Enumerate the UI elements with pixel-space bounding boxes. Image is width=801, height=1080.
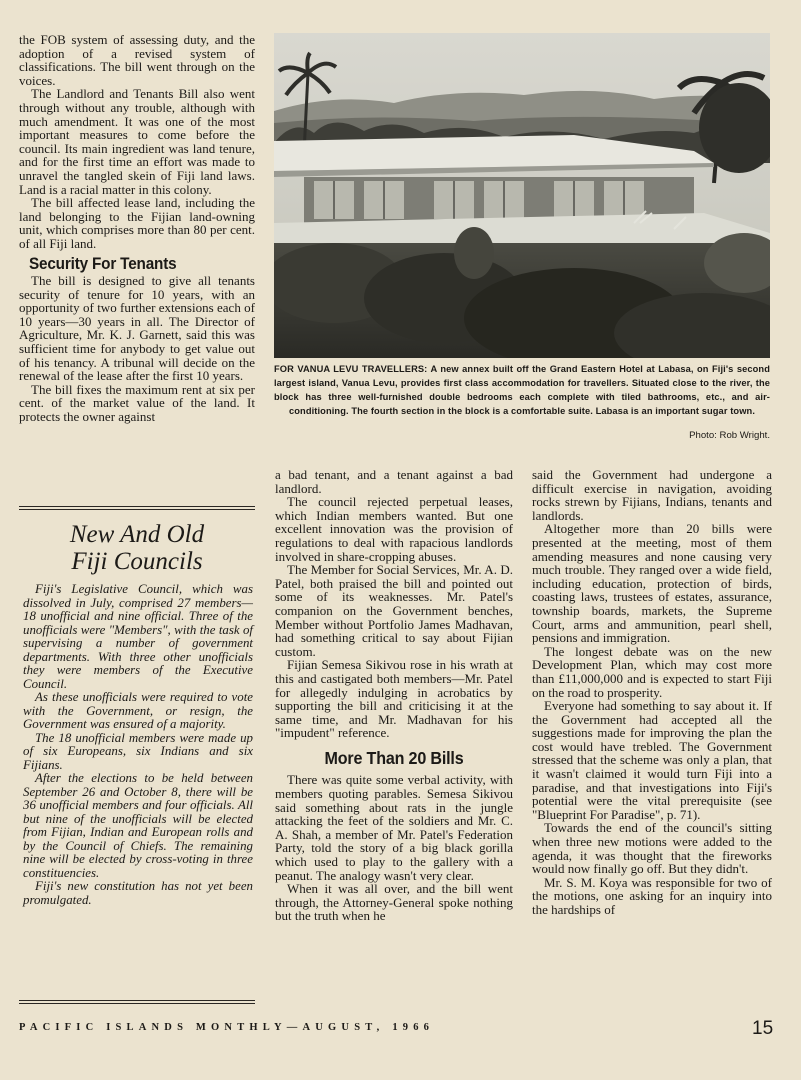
divider xyxy=(19,1003,255,1004)
photo-credit: Photo: Rob Wright. xyxy=(689,430,770,441)
paragraph: After the elections to be held between September 26 and October 8, there will be 36 unofficial members and four officials. All but nine of the unofficials will be elected from Fijian, Indian and European rolls and by the Council of Chiefs. The remaining nine will be elected by cross-voting in three constituencies. xyxy=(23,771,253,880)
paragraph: The council rejected perpetual leases, which Indian members wanted. But one excellent innovation was the provision of regulations to deal with rapacious landlords involved in share-cropping abuses. xyxy=(275,494,513,564)
page-number: 15 xyxy=(752,1018,774,1039)
paragraph: Fijian Semesa Sikivou rose in his wrath at this and castigated both members—Mr. Patel for allegedly indulging in acrobatics by supporting the bill and criticising it at the same time, and Mr. Madhavan for his "impudent" reference. xyxy=(275,657,513,741)
paragraph: a bad tenant, and a tenant against a bad landlord. xyxy=(275,467,513,496)
divider xyxy=(19,506,255,507)
paragraph: The bill is designed to give all tenants security of tenure for 10 years, with an opportunity of two further extensions each of 10 years—30 years in all. The Director of Agriculture, Mr. K. J. Garnett, said this was sufficient time for anybody to get value out of his tenancy. A tribunal will decide on the renewal of the lease after the first 10 years. xyxy=(19,273,255,384)
paragraph: The 18 unofficial members were made up of six Europeans, six Indians and six Fijians. xyxy=(23,730,253,772)
paragraph: When it was all over, and the bill went through, the Attorney-General spoke nothing but the truth when he xyxy=(275,881,513,924)
paragraph: the FOB system of assessing duty, and the adoption of a revised system of classifications. The bill went through on the voices. xyxy=(19,32,255,88)
paragraph: Towards the end of the council's sitting when three new motions were added to the agenda, it was thought that the fireworks would now finally go off. But they didn't. xyxy=(532,820,772,877)
sidebar-box xyxy=(19,506,255,1006)
paragraph: As these unofficials were required to vote with the Government, or resign, the Government was ensured of a majority. xyxy=(23,690,253,731)
column-3 xyxy=(532,468,772,917)
paragraph: The bill fixes the maximum rent at six per cent. of the market value of the land. It protects the owner against xyxy=(19,381,255,425)
paragraph: The Member for Social Services, Mr. A. D. Patel, both praised the bill and pointed out some of its weaknesses. Mr. Patel's companion on the Government benches, Member without Portfolio James Madhavan, had something critical to say about Fijian custom. xyxy=(275,562,513,659)
paragraph: Fiji's Legislative Council, which was dissolved in July, comprised 27 members—18 unofficial and nine official. Three of the unofficials were "Members", with the task of supervising a number of government departments. With three other unofficials they were members of the Executive Council. xyxy=(23,582,253,691)
photo-caption xyxy=(274,362,770,418)
paragraph: Mr. S. M. Koya was responsible for two of the motions, one asking for an inquiry into the hardships of xyxy=(532,874,772,917)
paragraph: said the Government had undergone a difficult exercise in navigation, avoiding rocks strewn by Fijians, Indians, tenants and landlords. xyxy=(532,467,772,523)
paragraph: The bill affected lease land, including the land belonging to the Fijian land-owning unit, which comprises more than 80 per cent. of all Fiji land. xyxy=(19,195,255,251)
caption-lead: FOR VANUA LEVU TRAVELLERS: xyxy=(274,364,428,374)
paragraph: The Landlord and Tenants Bill also went through without any trouble, although with much amendment. It was one of the most important measures to come before the council. Its main ingredient was land tenure, and for the first time an effort was made to unravel the tangled skein of Fiji land laws. Land is a racial matter in this colony. xyxy=(19,86,255,197)
sidebar-title-line-1: New And Old xyxy=(69,521,205,548)
sidebar-title xyxy=(19,521,255,575)
divider xyxy=(19,1000,255,1001)
footer-masthead: PACIFIC ISLANDS MONTHLY—AUGUST, 1966 xyxy=(19,1022,435,1033)
paragraph: Altogether more than 20 bills were presented at the meeting, most of them amending measures and none causing very much trouble. They ranged over a wide field, including education, protection of birds, coasting laws, trustees of estates, assurance, township boards, markets, the Supreme Court, arms and ammunition, pearl shell, pensions and immigration. xyxy=(532,521,772,646)
paragraph: Fiji's new constitution has not yet been promulgated. xyxy=(23,879,253,907)
sidebar-body xyxy=(19,583,255,907)
caption-text: A new annex built off the Grand Eastern Hotel at Labasa, on Fiji's second largest island, Vanua Levu, provides first class accommodation for travellers. Situated close to the river, the block has three well-furnished double bedrooms each complete with tiled bathrooms, etc., and air-conditioning. The fourth section in the block is a comfortable suite. Labasa is an important sugar town. xyxy=(274,364,770,416)
paragraph: The longest debate was on the new Development Plan, which may cost more than £11,000,000 and is expected to start Fiji on the road to prosperity. xyxy=(532,643,772,700)
column-2 xyxy=(275,468,513,923)
subheading-more-than-20-bills: More Than 20 Bills xyxy=(324,747,464,768)
hotel-photo-illustration xyxy=(274,33,770,358)
paragraph: There was quite some verbal activity, with members quoting parables. Semesa Sikivou said something about rats in the jungle attacking the feet of the soldiers and Mr. C. A. Shah, a member of Mr. Patel's Federation Party, told the story of a big black gorilla which used to play to the gallery with a peanut. The analogy wasn't very clear. xyxy=(275,772,513,883)
subheading-security-for-tenants: Security For Tenants xyxy=(29,253,177,273)
paragraph: Everyone had something to say about it. If the Government had accepted all the suggestions made for improving the plan the cost would have trebled. The Government stressed that the scheme was only a plan, that it wasn't claimed it would turn Fiji into a paradise, and that investigations into Fiji's potential were the vital prerequisite (see "Blueprint For Paradise", p. 71). xyxy=(532,698,772,822)
hotel-photo xyxy=(274,33,770,358)
divider xyxy=(19,509,255,510)
sidebar-title-line-2: Fiji Councils xyxy=(71,548,203,575)
column-1 xyxy=(19,33,255,424)
